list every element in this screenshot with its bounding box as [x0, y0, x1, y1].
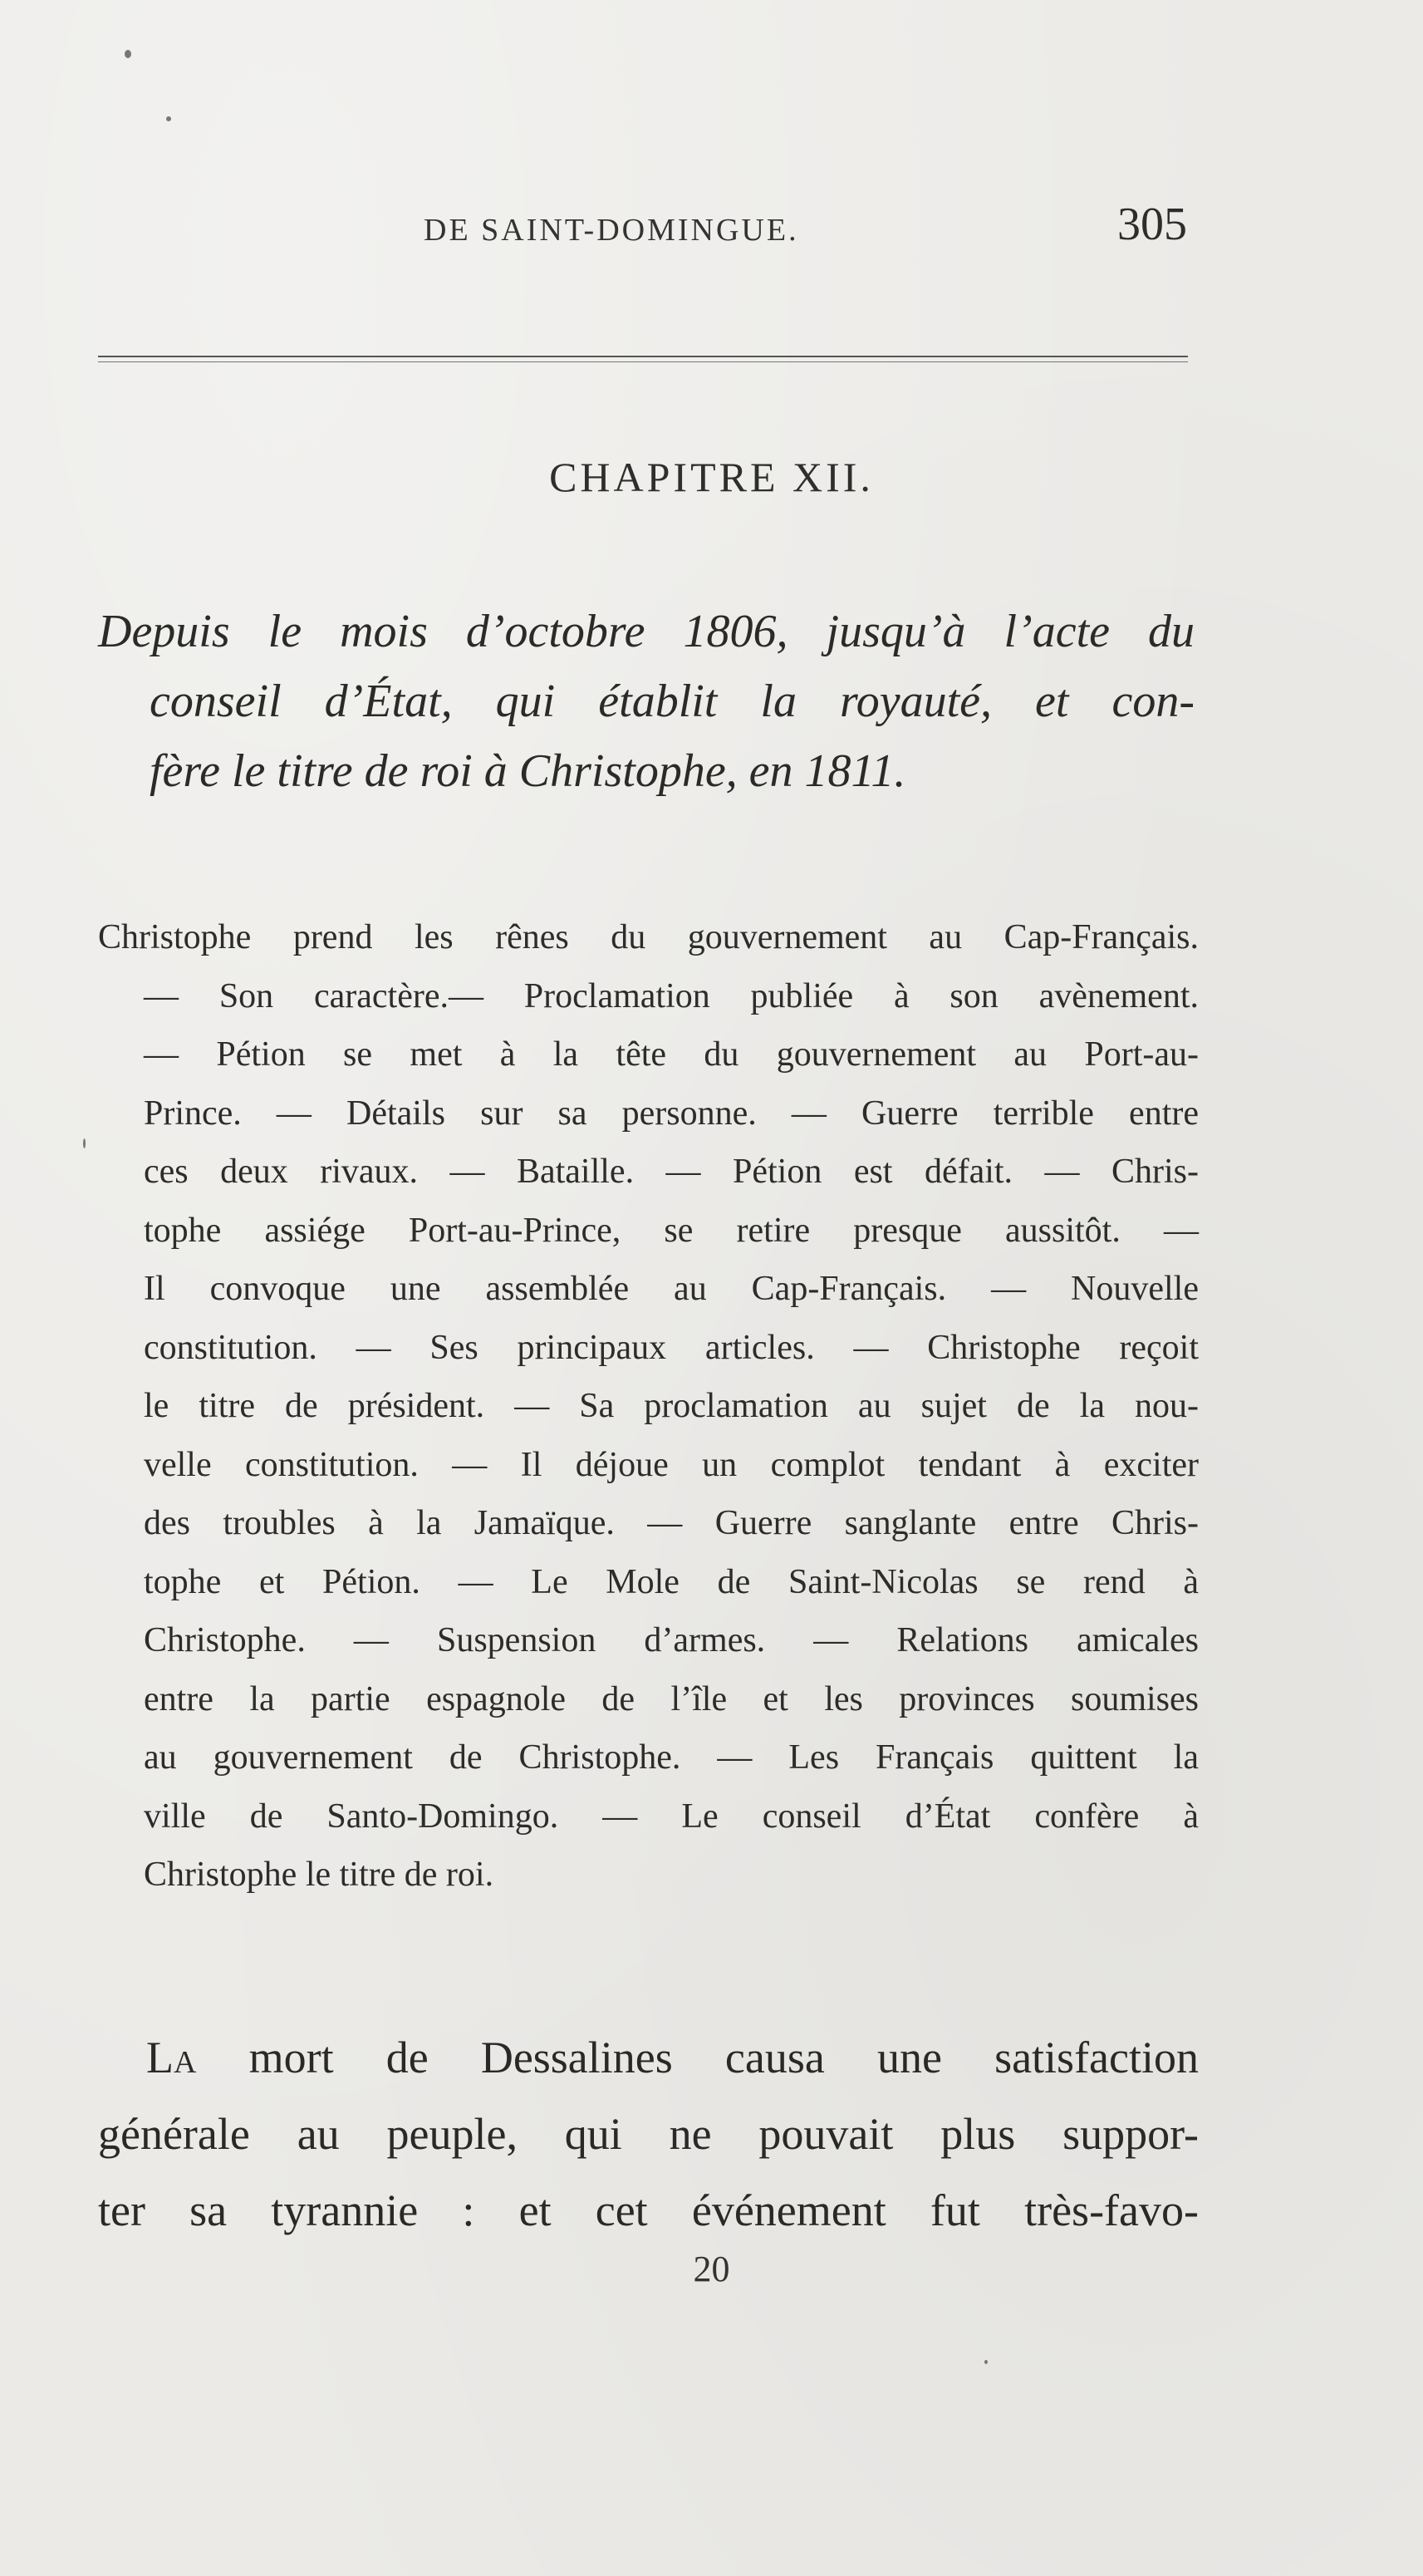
body-line-rest: mort de Dessalines causa une satisfaction: [196, 2033, 1199, 2082]
summary-line: au gouvernement de Christophe. — Les Français quittent la: [144, 1738, 1199, 1777]
paper-speck: [125, 50, 131, 58]
summary-line: Christophe. — Suspension d’armes. — Relations amicales: [144, 1621, 1199, 1659]
summary-line: tophe et Pétion. — Le Mole de Saint-Nicolas se rend à: [144, 1562, 1199, 1601]
chapter-summary: [98, 908, 1199, 1905]
summary-line: Il convoque une assemblée au Cap-Français. — Nouvelle: [144, 1270, 1199, 1308]
chapter-title: CHAPITRE XII.: [549, 454, 874, 500]
paper-speck: [83, 1138, 86, 1148]
chapter-subtitle: [98, 597, 1195, 806]
subtitle-line: conseil d’État, qui établit la royauté, et con-: [150, 676, 1195, 727]
body-line: générale au peuple, qui ne pouvait plus suppor-: [98, 2109, 1199, 2159]
summary-line: ville de Santo-Domingo. — Le conseil d’État confère à: [144, 1797, 1199, 1836]
summary-line: tophe assiége Port-au-Prince, se retire presque aussitôt. —: [144, 1211, 1199, 1250]
body-line: [146, 2019, 1199, 2096]
header-rule: [98, 356, 1188, 364]
summary-line: des troubles à la Jamaïque. — Guerre sanglante entre Chris-: [144, 1504, 1199, 1542]
page-number: 305: [1117, 199, 1187, 250]
running-head: DE SAINT-DOMINGUE.: [424, 213, 799, 248]
header-rule-top: [98, 356, 1188, 357]
body-text: [98, 2019, 1199, 2249]
summary-line: entre la partie espagnole de l’île et les provinces soumises: [144, 1679, 1199, 1718]
signature-mark: 20: [693, 2249, 730, 2289]
paper-speck: [166, 116, 171, 121]
summary-line: Christophe le titre de roi.: [144, 1856, 494, 1894]
summary-line: le titre de président. — Sa proclamation au sujet de la nou-: [144, 1387, 1199, 1425]
subtitle-line: fère le titre de roi à Christophe, en 1811.: [150, 745, 906, 797]
summary-line: constitution. — Ses principaux articles. — Christophe reçoit: [144, 1328, 1199, 1367]
subtitle-line: Depuis le mois d’octobre 1806, jusqu’à l’acte du: [98, 606, 1195, 657]
summary-line: — Pétion se met à la tête du gouvernement au Port-au-: [144, 1035, 1199, 1074]
summary-line: — Son caractère.— Proclamation publiée à son avènement.: [144, 976, 1199, 1015]
summary-line: velle constitution. — Il déjoue un complot tendant à exciter: [144, 1445, 1199, 1484]
body-line: ter sa tyrannie : et cet événement fut très-favo-: [98, 2185, 1199, 2235]
summary-line: Christophe prend les rênes du gouvernement au Cap-Français.: [98, 918, 1199, 956]
header-rule-bottom: [98, 361, 1188, 362]
drop-word: La: [146, 2033, 197, 2082]
paper-speck: [984, 2360, 988, 2364]
summary-line: ces deux rivaux. — Bataille. — Pétion est défait. — Chris-: [144, 1153, 1199, 1191]
summary-line: Prince. — Détails sur sa personne. — Guerre terrible entre: [144, 1094, 1199, 1133]
